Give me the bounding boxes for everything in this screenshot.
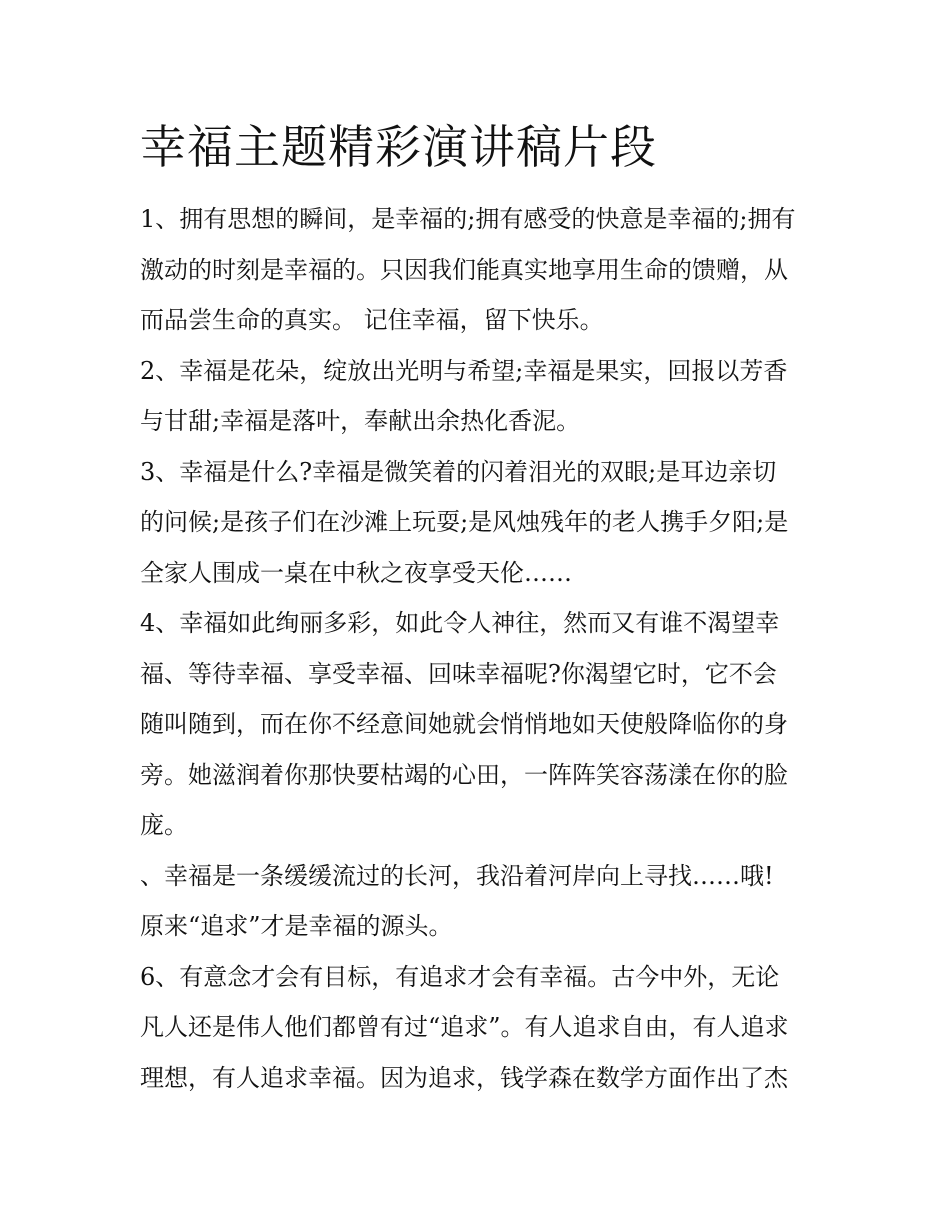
document-title: 幸福主题精彩演讲稿片段 [140,120,657,174]
paragraph-line: 2、幸福是花朵，绽放出光明与希望;幸福是果实，回报以芳香 [140,356,788,385]
paragraph-line: 、幸福是一条缓缓流过的长河，我沿着河岸向上寻找……哦! [140,861,774,890]
paragraph-line: 而品尝生命的真实。 记住幸福，留下快乐。 [140,306,604,334]
paragraph-line: 的问候;是孩子们在沙滩上玩耍;是风烛残年的老人携手夕阳;是 [140,508,789,536]
paragraph-line: 3、幸福是什么?幸福是微笑着的闪着泪光的双眼;是耳边亲切 [140,457,777,486]
paragraph-3 [140,447,815,599]
paragraph-line: 激动的时刻是幸福的。只因我们能真实地享用生命的馈赠，从 [140,255,788,284]
paragraph-line: 与甘甜;幸福是落叶，奉献出余热化香泥。 [140,407,581,435]
paragraph-6 [140,952,815,1104]
paragraph-2 [140,346,815,447]
paragraph-line: 福、等待幸福、享受幸福、回味幸福呢?你渴望它时，它不会 [140,659,777,688]
paragraph-line: 理想，有人追求幸福。因为追求，钱学森在数学方面作出了杰 [140,1063,788,1092]
document-page [140,112,815,1103]
paragraph-5 [140,851,815,952]
paragraph-line: 原来“追求”才是幸福的源头。 [140,912,453,940]
paragraph-line: 全家人围成一桌在中秋之夜享受天伦…… [140,558,572,587]
paragraph-line: 旁。她滋润着你那快要枯竭的心田，一阵阵笑容荡漾在你的脸 [140,760,788,789]
paragraph-4 [140,598,815,851]
paragraph-line: 6、有意念才会有目标，有追求才会有幸福。古今中外，无论 [140,962,780,991]
paragraph-1 [140,194,815,346]
paragraph-line: 1、拥有思想的瞬间，是幸福的;拥有感受的快意是幸福的;拥有 [140,205,796,233]
paragraph-line: 凡人还是伟人他们都曾有过“追求”。有人追求自由，有人追求 [140,1013,789,1041]
paragraph-line: 随叫随到，而在你不经意间她就会悄悄地如天使般降临你的身 [140,710,788,738]
paragraph-line: 庞。 [140,811,188,839]
paragraph-line: 4、幸福如此绚丽多彩，如此令人神往，然而又有谁不渴望幸 [140,609,780,637]
